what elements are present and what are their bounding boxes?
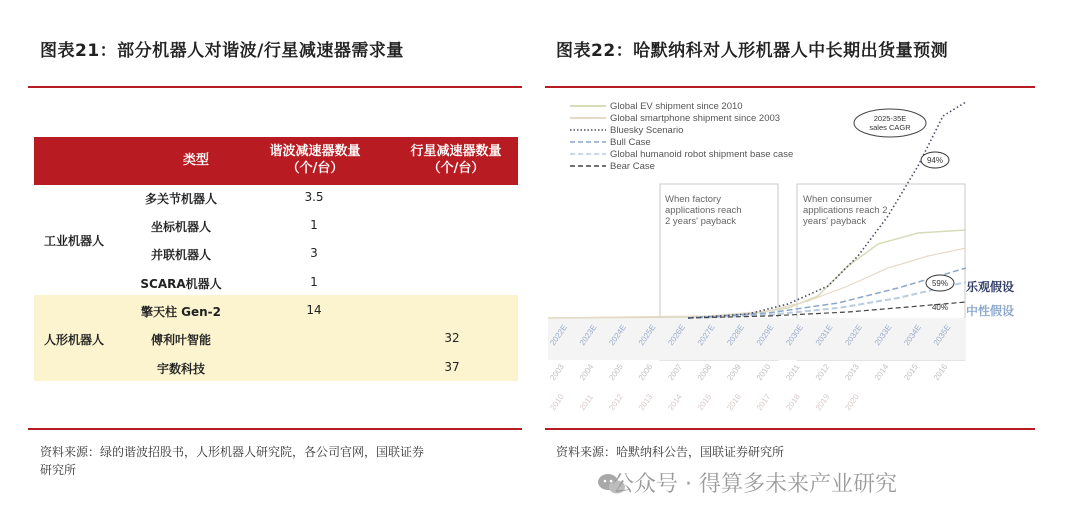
- axis-tick-label: 2028E: [725, 323, 746, 348]
- header-planetary: 行星减速器数量 （个/台）: [410, 144, 502, 176]
- legend-entry: Bear Case: [610, 161, 655, 172]
- bull-case-line: [688, 268, 966, 318]
- left-source-rule: [28, 428, 522, 430]
- table-row-type: 坐标机器人: [150, 220, 212, 234]
- axis-tick-label: 2032E: [843, 323, 864, 348]
- ev-shipment-line: [548, 230, 966, 318]
- right-figure-title: 图表22：哈默纳科对人形机器人中长期出货量预测: [556, 41, 949, 61]
- smartphone-shipment-line: [548, 248, 966, 318]
- table-header: [34, 137, 518, 185]
- axis-tick-label: 2014: [666, 392, 684, 413]
- axis-tick-label: 2026E: [666, 323, 687, 348]
- axis-tick-label: 2020: [843, 392, 861, 413]
- table-row-planetary: 32: [444, 331, 460, 345]
- watermark-text: 公众号 · 得算多未来产业研究: [612, 472, 897, 497]
- right-title-rule: [545, 86, 1035, 88]
- axis-tick-label: 2013: [636, 392, 655, 413]
- table-row-harmonic: 1: [310, 218, 318, 232]
- axis-tick-label: 2016: [725, 392, 743, 413]
- axis-tick-label: 2025E: [636, 323, 658, 348]
- legend-entry: Global humanoid robot shipment base case: [610, 149, 794, 160]
- axis-tick-label: 2019: [813, 392, 832, 413]
- left-source-note: 资料来源：绿的谐波招股书，人形机器人研究院，各公司官网，国联证券 研究所: [40, 445, 425, 477]
- group-industrial: 工业机器人: [44, 234, 105, 248]
- header-harmonic: 谐波减速器数量 （个/台）: [269, 144, 361, 176]
- optimistic-label: 乐观假设: [966, 280, 1015, 294]
- legend-entry: Global EV shipment since 2010: [610, 101, 743, 112]
- axis-tick-label: 2009: [725, 362, 743, 383]
- axis-tick-label: 2035E: [931, 323, 953, 348]
- left-figure-title: 图表21：部分机器人对谐波/行星减速器需求量: [40, 41, 404, 61]
- table-row-type: 并联机器人: [150, 248, 212, 262]
- neutral-label: 中性假设: [966, 304, 1015, 318]
- axis-tick-label: 2010: [548, 392, 566, 413]
- axis-tick-label: 2014: [872, 362, 891, 383]
- table-row-harmonic: 3: [310, 246, 318, 260]
- consumer-annotation: When consumer applications reach 2 years' payback: [803, 194, 888, 227]
- chart-legend: [570, 101, 793, 172]
- pct-low-label: 40%: [931, 303, 949, 312]
- right-source-note: 资料来源：哈默纳科公告，国联证券研究所: [556, 445, 785, 459]
- table-row-type: SCARA机器人: [140, 277, 222, 291]
- axis-tick-label: 2005: [607, 362, 625, 383]
- table-row-harmonic: 1: [310, 275, 318, 289]
- table-row-planetary: 37: [444, 360, 460, 374]
- axis-tick-label: 2027E: [695, 323, 717, 348]
- shipment-forecast-chart: [548, 96, 966, 414]
- factory-annotation: When factory applications reach 2 years' payback: [665, 194, 742, 227]
- axis-tick-label: 2010: [754, 362, 773, 383]
- legend-entry: Global smartphone shipment since 2003: [610, 113, 781, 124]
- header-type: 类型: [182, 153, 209, 168]
- axis-tick-label: 2033E: [872, 323, 894, 348]
- axis-tick-label: 2003: [548, 362, 566, 383]
- axis-tick-label: 2018: [784, 392, 802, 413]
- table-row-harmonic: 14: [306, 303, 322, 317]
- chart-svg: [548, 96, 966, 414]
- axis-tick-label: 2011: [784, 362, 802, 383]
- table-row-type: 擎天柱 Gen-2: [140, 305, 222, 319]
- axis-tick-label: 2015: [902, 362, 920, 383]
- axis-tick-label: 2007: [666, 362, 684, 383]
- axis-tick-label: 2030E: [784, 323, 805, 348]
- axis-tick-label: 2012: [607, 392, 625, 413]
- axis-tick-label: 2017: [754, 392, 773, 413]
- axis-tick-label: 2016: [931, 362, 950, 383]
- axis-tick-label: 2006: [636, 362, 655, 383]
- axis-tick-label: 2011: [577, 392, 596, 413]
- table-row-type: 宇数科技: [156, 362, 206, 376]
- right-source-rule: [545, 428, 1035, 430]
- axis-tick-label: 2031E: [813, 323, 835, 348]
- axis-tick-label: 2024E: [607, 323, 628, 348]
- pct-top-label: 94%: [926, 156, 944, 165]
- cagr-label: 2025-35E sales CAGR: [869, 114, 911, 132]
- axis-tick-label: 2022E: [548, 323, 569, 348]
- axis-tick-label: 2012: [813, 362, 832, 383]
- axis-tick-label: 2013: [843, 362, 861, 383]
- table-row-type: 傅利叶智能: [150, 333, 212, 347]
- legend-entry: Bluesky Scenario: [610, 125, 684, 136]
- axis-tick-label: 2015: [695, 392, 714, 413]
- left-title-rule: [28, 86, 522, 88]
- axis-tick-label: 2029E: [754, 323, 776, 348]
- table-row-type: 多关节机器人: [144, 192, 218, 206]
- pct-mid-label: 59%: [931, 279, 949, 288]
- table-row-harmonic: 3.5: [304, 190, 324, 204]
- axis-tick-label: 2034E: [902, 323, 923, 348]
- axis-tick-label: 2008: [695, 362, 714, 383]
- group-humanoid: 人形机器人: [44, 333, 105, 347]
- legend-entry: Bull Case: [610, 137, 651, 148]
- axis-tick-label: 2004: [577, 362, 596, 383]
- axis-tick-label: 2023E: [577, 323, 599, 348]
